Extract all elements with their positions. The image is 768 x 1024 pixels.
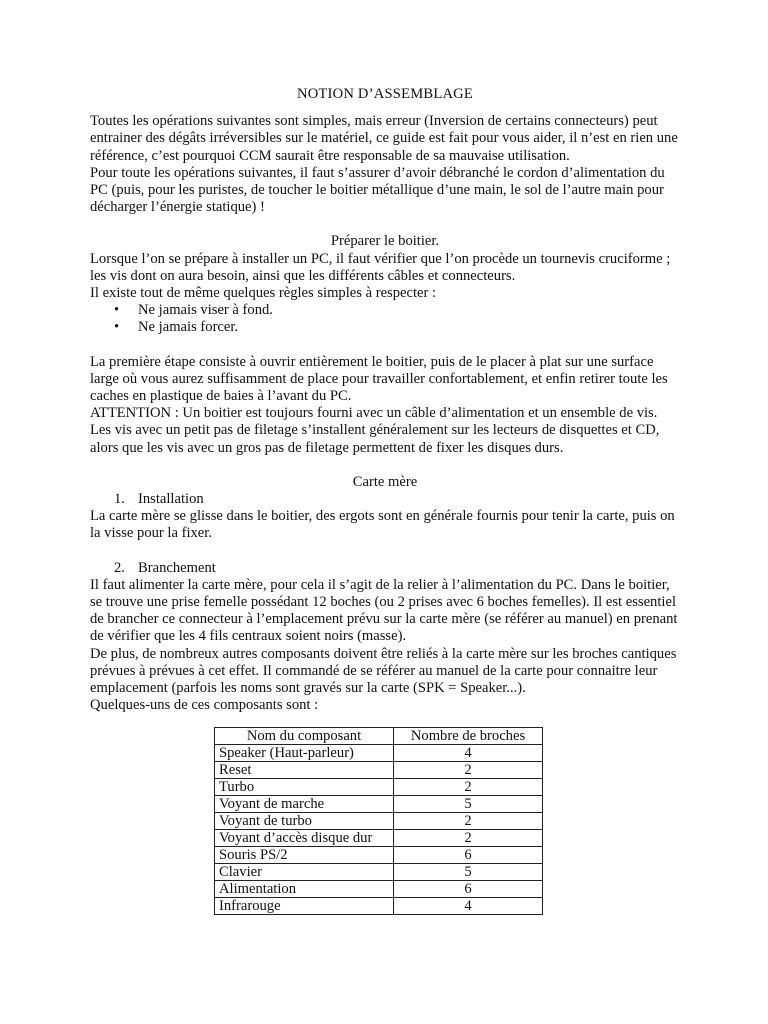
subheading-text: Branchement [138,559,216,576]
table-row [215,744,543,761]
column-header-name: Nom du composant [215,727,394,744]
attention-paragraph: ATTENTION : Un boitier est toujours fourni avec un câble d’alimentation et un ensemble de vis. Les vis avec un petit pas de filetage s’installent généralement sur les lecteurs de disquettes et CD, alors que les vis avec un gros pas de filetage permettent de fixer les disques durs. [90,405,660,456]
pin-count: 5 [394,863,543,880]
table-row [215,846,543,863]
table-row [215,863,543,880]
table-row [215,795,543,812]
component-name: Voyant de turbo [215,812,394,829]
table-row [215,812,543,829]
installation-paragraph: La carte mère se glisse dans le boitier, des ergots sont en générale fournis pour tenir la carte, puis on la visse pour la fixer. [90,508,675,542]
components-table [214,727,543,915]
pin-count: 6 [394,880,543,897]
intro-paragraph: Toutes les opérations suivantes sont simples, mais erreur (Inversion de certains connecteurs) peut entrainer des dégâts irréversibles sur le matériel, ce guide est fait pour vous aider, il n’est en rien une référence, c’est pourquoi CCM saurait être responsable de sa mauvaise utilisation. [90,113,678,164]
pin-count: 2 [394,778,543,795]
table-row [215,778,543,795]
boitier-paragraph: Il existe tout de même quelques règles simples à respecter : [90,285,437,302]
bullet-icon: • [114,319,120,336]
table-row [215,880,543,897]
rule-text: Ne jamais forcer. [138,319,239,336]
component-name: Infrarouge [215,897,394,914]
pin-count: 4 [394,897,543,914]
pin-count: 5 [394,795,543,812]
component-name: Souris PS/2 [215,846,394,863]
rules-list [90,302,680,336]
subheading-installation [90,491,680,508]
intro-paragraph: Pour toute les opérations suivantes, il faut s’assurer d’avoir débranché le cordon d’alimentation du PC (puis, pour les puristes, de toucher le boitier métallique d’une main, le sol de l’autre main pour décharger l’énergie statique) ! [90,164,665,216]
pin-count: 2 [394,829,543,846]
list-item [114,319,680,336]
component-name: Voyant d’accès disque dur [215,829,394,846]
pin-count: 2 [394,761,543,778]
list-number: 2. [114,559,125,576]
branchement-paragraph: Quelques-uns de ces composants sont : [90,697,319,714]
section-heading-carte-mere: Carte mère [352,473,418,490]
list-item [114,302,680,319]
component-name: Turbo [215,778,394,795]
component-name: Reset [215,761,394,778]
table-row [215,897,543,914]
table-header-row [215,727,543,744]
subheading-text: Installation [138,491,204,508]
subheading-branchement [90,560,680,577]
boitier-paragraph: Lorsque l’on se prépare à installer un PC, il faut vérifier que l’on procède un tournevis cruciforme ; les vis dont on aura besoin, ainsi que les différents câbles et connecteurs. [90,250,671,284]
pin-count: 4 [394,744,543,761]
list-number: 1. [114,491,125,508]
pin-count: 6 [394,846,543,863]
component-name: Voyant de marche [215,795,394,812]
component-name: Alimentation [215,880,394,897]
component-name: Clavier [215,863,394,880]
bullet-icon: • [114,302,120,319]
document-title: NOTION D’ASSEMBLAGE [296,86,474,102]
table-row [215,829,543,846]
rule-text: Ne jamais viser à fond. [138,302,273,319]
pin-count: 2 [394,812,543,829]
branchement-paragraph: Il faut alimenter la carte mère, pour cela il s’agit de la relier à l’alimentation du PC. Dans le boitier, se trouve une prise femelle possédant 12 boches (ou 2 prises avec 6 boches femelles). Il est essentiel de brancher ce connecteur à l’emplacement prévu sur la carte mère (se référer au manuel) en prenant de vérifier que les 4 fils centraux soient noirs (masse). [90,576,678,645]
component-name: Speaker (Haut-parleur) [215,744,394,761]
column-header-count: Nombre de broches [394,727,543,744]
document-page [90,86,680,915]
branchement-paragraph: De plus, de nombreux autres composants doivent être reliés à la carte mère sur les broches cantiques prévues à prévues à cet effet. Il commandé de se référer au manuel de la carte pour connaitre leur emplacement (parfois les noms sont gravés sur la carte (SPK = Speaker...). [90,645,677,697]
section-heading-boitier: Préparer le boitier. [330,233,440,250]
table-row [215,761,543,778]
boitier-paragraph: La première étape consiste à ouvrir entièrement le boitier, puis de le placer à plat sur une surface large où vous aurez suffisamment de place pour travailler confortablement, et enfin retirer toute les caches en plastique de baies à l’avant du PC. [90,353,668,405]
